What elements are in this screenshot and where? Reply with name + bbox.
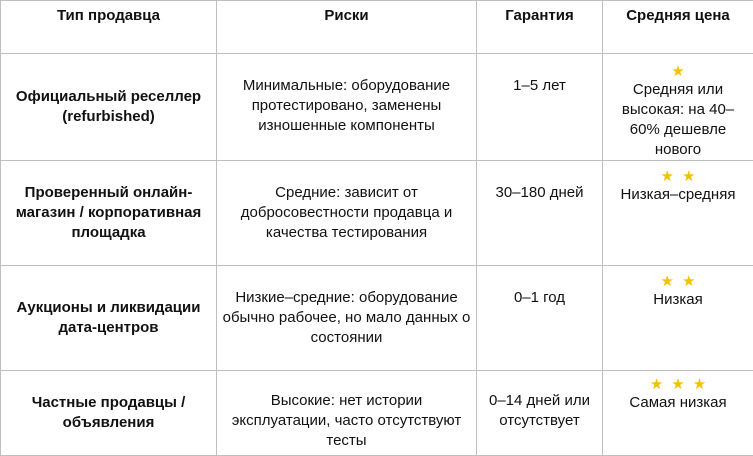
star-icon: ★: [607, 64, 749, 80]
seller-type-cell: Проверенный онлайн-магазин / корпоративная площадка: [1, 161, 217, 266]
risks-cell: Средние: зависит от добросовестности продавца и качества тестирования: [217, 161, 477, 266]
header-warranty: Гарантия: [477, 1, 603, 54]
price-cell: [603, 371, 753, 456]
header-risks: Риски: [217, 1, 477, 54]
header-seller-type: Тип продавца: [1, 1, 217, 54]
table-row: [1, 266, 753, 371]
warranty-cell: 0–1 год: [477, 266, 603, 371]
price-text: Самая низкая: [607, 393, 749, 413]
seller-type-cell: Аукционы и ликвидации дата-центров: [1, 266, 217, 371]
price-cell: [603, 54, 753, 161]
seller-type-cell: Официальный реселлер (refurbished): [1, 54, 217, 161]
warranty-cell: 1–5 лет: [477, 54, 603, 161]
header-row: [1, 1, 753, 54]
table-row: [1, 54, 753, 161]
warranty-cell: 30–180 дней: [477, 161, 603, 266]
star-icon: ★★: [607, 169, 749, 185]
price-cell: [603, 266, 753, 371]
price-cell: [603, 161, 753, 266]
star-icon: ★★: [607, 274, 749, 290]
header-average-price: Средняя цена: [603, 1, 753, 54]
price-text: Низкая: [607, 290, 749, 310]
warranty-cell: 0–14 дней или отсутствует: [477, 371, 603, 456]
star-icon: ★★★: [607, 377, 749, 393]
price-text: Средняя или высокая: на 40–60% дешевле нового: [607, 80, 749, 160]
risks-cell: Минимальные: оборудование протестировано, заменены изношенные компоненты: [217, 54, 477, 161]
table-row: [1, 371, 753, 456]
risks-cell: Низкие–средние: оборудование обычно рабочее, но мало данных о состоянии: [217, 266, 477, 371]
risks-cell: Высокие: нет истории эксплуатации, часто отсутствуют тесты: [217, 371, 477, 456]
seller-type-cell: Частные продавцы / объявления: [1, 371, 217, 456]
price-text: Низкая–средняя: [607, 185, 749, 205]
table-row: [1, 161, 753, 266]
